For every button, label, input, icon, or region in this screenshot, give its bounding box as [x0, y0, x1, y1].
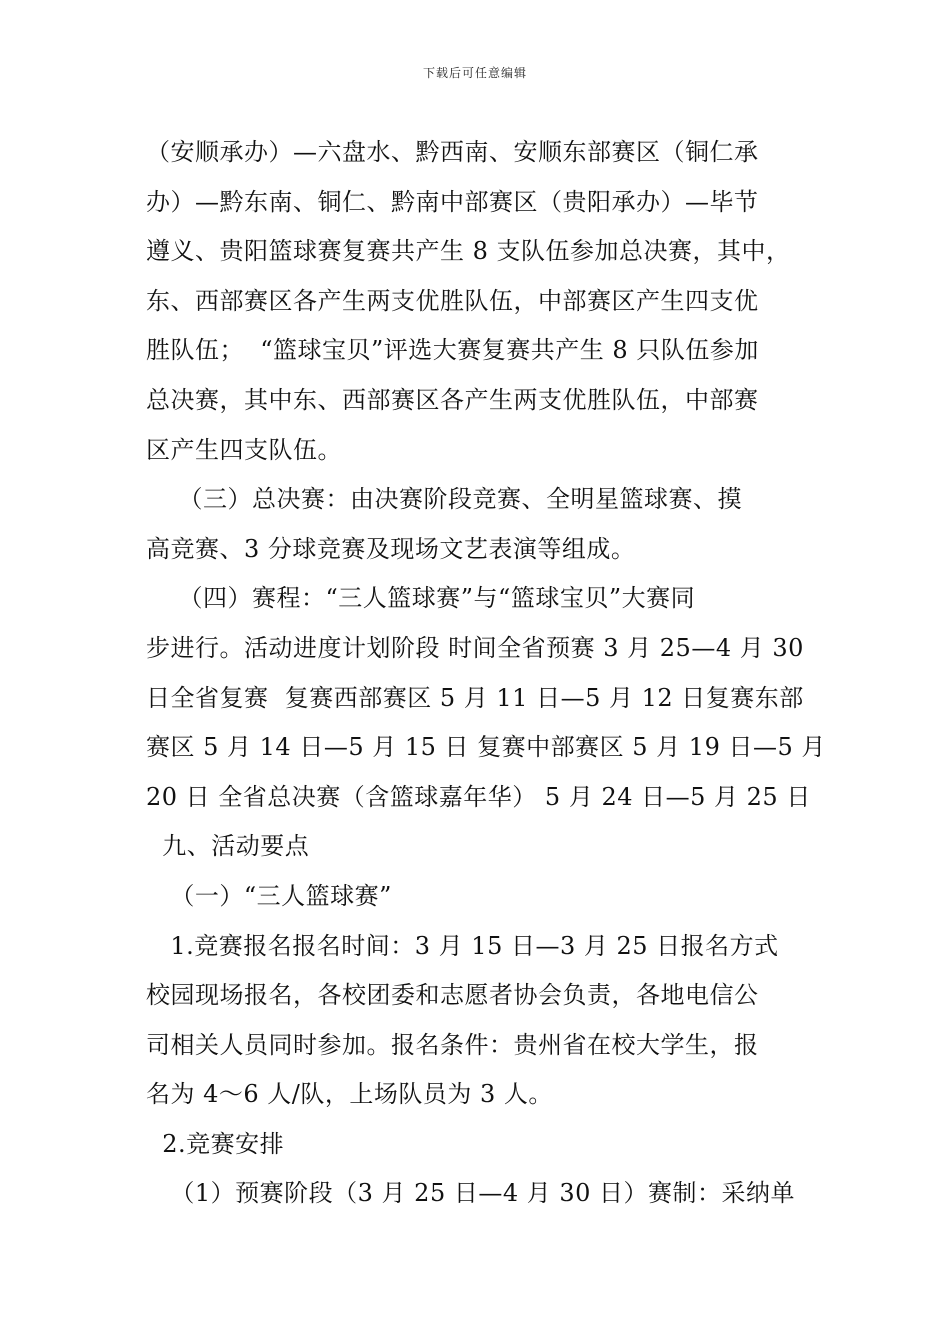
section-heading: 九、活动要点	[146, 832, 310, 861]
text-line: 步进行。活动进度计划阶段 时间全省预赛 3 月 25—4 月 30	[146, 633, 804, 662]
text-line: 20 日 全省总决赛（含篮球嘉年华） 5 月 24 日—5 月 25 日	[146, 782, 811, 811]
text-line: 校园现场报名，各校团委和志愿者协会负责，各地电信公	[146, 981, 759, 1010]
text-line: 日全省复赛 复赛西部赛区 5 月 11 日—5 月 12 日复赛东部	[146, 683, 804, 712]
document-body	[146, 128, 826, 1219]
text-line: 胜队伍； “篮球宝贝”评选大赛复赛共产生 8 只队伍参加	[146, 336, 759, 365]
text-line: 1.竞赛报名报名时间：3 月 15 日—3 月 25 日报名方式	[146, 931, 779, 960]
text-line: 区产生四支队伍。	[146, 435, 342, 464]
text-line: 司相关人员同时参加。报名条件：贵州省在校大学生，报	[146, 1030, 759, 1059]
text-line: （三）总决赛：由决赛阶段竞赛、全明星篮球赛、摸	[146, 485, 743, 514]
page-header-note: 下载后可任意编辑	[422, 66, 527, 80]
text-line: 赛区 5 月 14 日—5 月 15 日 复赛中部赛区 5 月 19 日—5 月	[146, 733, 826, 762]
text-line: 遵义、贵阳篮球赛复赛共产生 8 支队伍参加总决赛，其中，	[146, 237, 791, 266]
text-line: （1）预赛阶段（3 月 25 日—4 月 30 日）赛制：采纳单	[146, 1179, 796, 1208]
text-line: 高竞赛、3 分球竞赛及现场文艺表演等组成。	[146, 534, 636, 563]
text-line: 办）—黔东南、铜仁、黔南中部赛区（贵阳承办）—毕节	[146, 187, 759, 216]
text-line: 总决赛，其中东、西部赛区各产生两支优胜队伍，中部赛	[146, 385, 759, 414]
subsection-heading: （一）“三人篮球赛”	[146, 881, 392, 910]
text-line: （四）赛程：“三人篮球赛”与“篮球宝贝”大赛同	[146, 584, 696, 613]
text-line: （安顺承办）—六盘水、黔西南、安顺东部赛区（铜仁承	[146, 138, 759, 166]
text-line: 名为 4～6 人/队，上场队员为 3 人。	[146, 1080, 553, 1109]
subsection-heading: 2.竞赛安排	[146, 1129, 285, 1158]
text-line: 东、西部赛区各产生两支优胜队伍，中部赛区产生四支优	[146, 286, 759, 315]
